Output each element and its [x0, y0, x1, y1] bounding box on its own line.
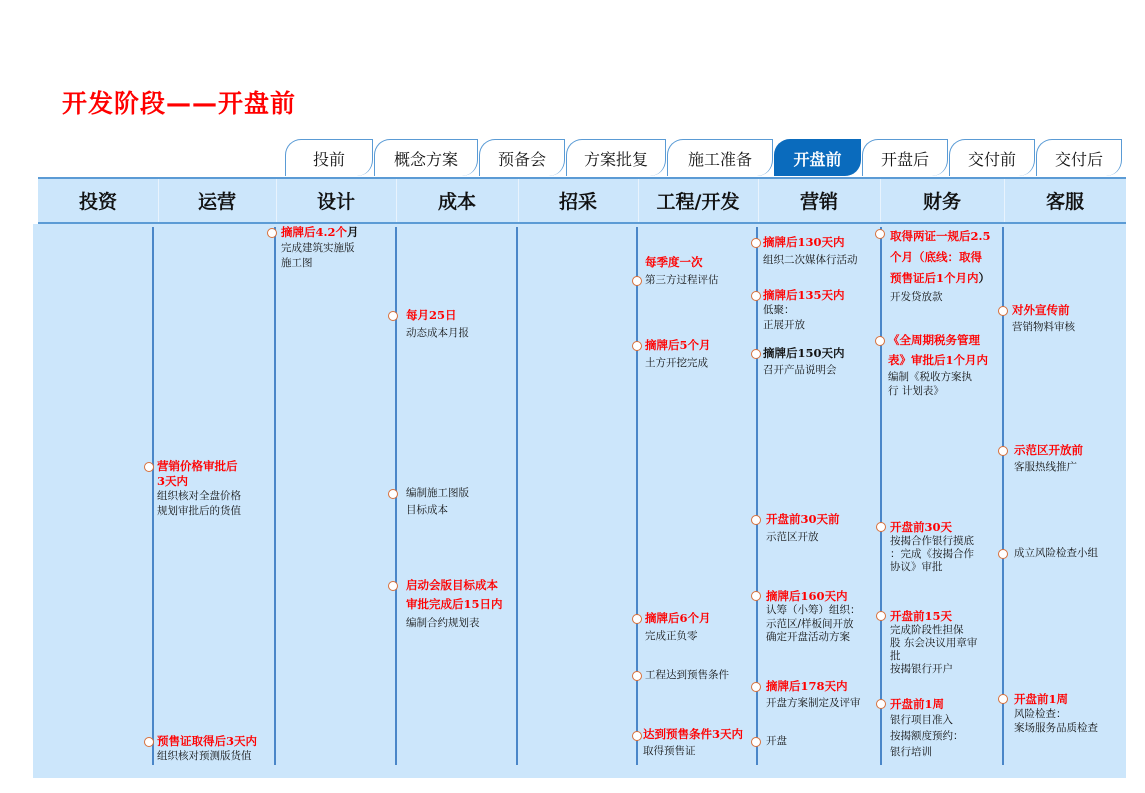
milestone-dot-icon [998, 306, 1008, 316]
event-yingxiao-3: 摘牌后150天内 召开产品说明会 [763, 346, 845, 376]
tab-kaipan-qian[interactable]: 开盘前 [774, 139, 861, 176]
event-yingxiao-1: 摘牌后130天内 组织二次媒体行活动 [763, 235, 858, 266]
tab-gainian-fangan[interactable]: 概念方案 [374, 139, 478, 176]
event-kefu-2: 示范区开放前 客服热线推广 [1014, 443, 1083, 473]
milestone-dot-icon [751, 515, 761, 525]
event-kefu-3: 成立风险检查小组 [1014, 547, 1098, 559]
column-header-caiwu: 财务 [922, 191, 961, 213]
milestone-dot-icon [998, 549, 1008, 559]
page-title: 开发阶段——开盘前 [62, 89, 297, 118]
event-kefu-1: 对外宣传前 营销物料审核 [1012, 303, 1075, 333]
column-header-kefu: 客服 [1045, 191, 1084, 213]
milestone-dot-icon [144, 462, 154, 472]
event-yingxiao-7: 开盘 [766, 735, 787, 747]
event-kefu-4: 开盘前1周 风险检查： 案场服务品质检查 [1014, 692, 1098, 734]
event-yingxiao-4: 开盘前30天前 示范区开放 [766, 512, 840, 543]
event-chengben-1: 每月25日 动态成本月报 [406, 308, 469, 339]
tab-fangan-pifu[interactable]: 方案批复 [566, 139, 666, 176]
tab-tou-qian[interactable]: 投前 [285, 139, 373, 176]
milestone-dot-icon [632, 731, 642, 741]
event-gongcheng-3: 摘牌后6个月 完成正负零 [645, 611, 711, 642]
event-yingxiao-5: 摘牌后160天内 认筹（小筹）组织： 示范区/样板间开放 确定开盘活动方案 [766, 589, 861, 643]
milestone-dot-icon [632, 276, 642, 286]
column-header-gongcheng: 工程/开发 [656, 191, 740, 213]
milestone-dot-icon [632, 671, 642, 681]
tab-jiaofu-qian[interactable]: 交付前 [949, 139, 1035, 176]
event-chengben-3: 启动会版目标成本 审批完成后15日内 编制合约规划表 [406, 578, 503, 629]
milestone-dot-icon [751, 291, 761, 301]
event-caiwu-3: 开盘前30天 按揭合作银行摸底 ：完成《按揭合作 协议》审批 [890, 520, 974, 573]
milestone-dot-icon [388, 311, 398, 321]
tab-jiaofu-hou[interactable]: 交付后 [1036, 139, 1122, 176]
event-chengben-2: 编制施工图版 目标成本 [406, 487, 469, 516]
timeline-line-sheji [274, 227, 276, 765]
tab-shigong-zhunbei[interactable]: 施工准备 [667, 139, 773, 176]
milestone-dot-icon [875, 336, 885, 346]
column-header-yunying: 运营 [197, 191, 236, 213]
milestone-dot-icon [751, 682, 761, 692]
milestone-dot-icon [388, 489, 398, 499]
event-gongcheng-1: 每季度一次 第三方过程评估 [645, 255, 719, 286]
department-header-row [38, 177, 1126, 224]
column-header-zhaocai: 招采 [558, 191, 597, 213]
event-caiwu-1: 取得两证一规后2.5 个月（底线：取得 预售证后1个月内） 开发贷放款 [890, 229, 991, 303]
timeline-line-caiwu [880, 227, 882, 765]
milestone-dot-icon [875, 229, 885, 239]
event-gongcheng-5: 达到预售条件3天内 取得预售证 [643, 727, 744, 757]
event-caiwu-2: 《全周期税务管理 表》审批后1个月内 编制《税收方案执 行 计划表》 [888, 333, 989, 397]
event-caiwu-4: 开盘前15天 完成阶段性担保 股 东会决议用章审 批 按揭银行开户 [890, 609, 978, 675]
column-header-sheji: 设计 [316, 191, 355, 213]
tab-yubeihui[interactable]: 预备会 [479, 139, 565, 176]
milestone-dot-icon [876, 522, 886, 532]
event-yingxiao-2: 摘牌后135天内 低聚： 正展开放 [763, 288, 845, 331]
timeline-line-gongcheng [636, 227, 638, 765]
timeline-line-zhaocai [516, 227, 518, 765]
event-yingxiao-6: 摘牌后178天内 开盘方案制定及评审 [766, 679, 861, 709]
milestone-dot-icon [632, 614, 642, 624]
timeline-line-yunying [152, 227, 154, 765]
event-caiwu-5: 开盘前1周 银行项目准入 按揭额度预约： 银行培训 [890, 697, 964, 758]
column-header-chengben: 成本 [437, 191, 476, 213]
milestone-dot-icon [998, 694, 1008, 704]
event-yunying-1: 营销价格审批后 3天内 组织核对全盘价格 规划审批后的货值 [157, 459, 241, 517]
event-gongcheng-2: 摘牌后5个月 土方开挖完成 [645, 338, 711, 369]
milestone-dot-icon [751, 349, 761, 359]
milestone-dot-icon [751, 737, 761, 747]
event-yunying-2: 预售证取得后3天内 组织核对预测版货值 [157, 734, 258, 762]
event-gongcheng-4: 工程达到预售条件 [645, 669, 729, 681]
milestone-dot-icon [751, 591, 761, 601]
milestone-dot-icon [267, 228, 277, 238]
tab-kaipan-hou[interactable]: 开盘后 [862, 139, 948, 176]
milestone-dot-icon [144, 737, 154, 747]
column-header-yingxiao: 营销 [799, 191, 838, 213]
milestone-dot-icon [632, 341, 642, 351]
event-sheji-1: 摘牌后4.2个月 完成建筑实施版 施工图 [281, 225, 359, 269]
milestone-dot-icon [998, 446, 1008, 456]
milestone-dot-icon [751, 238, 761, 248]
milestone-dot-icon [876, 699, 886, 709]
milestone-dot-icon [876, 611, 886, 621]
column-header-touzi: 投资 [78, 191, 117, 213]
milestone-dot-icon [388, 581, 398, 591]
